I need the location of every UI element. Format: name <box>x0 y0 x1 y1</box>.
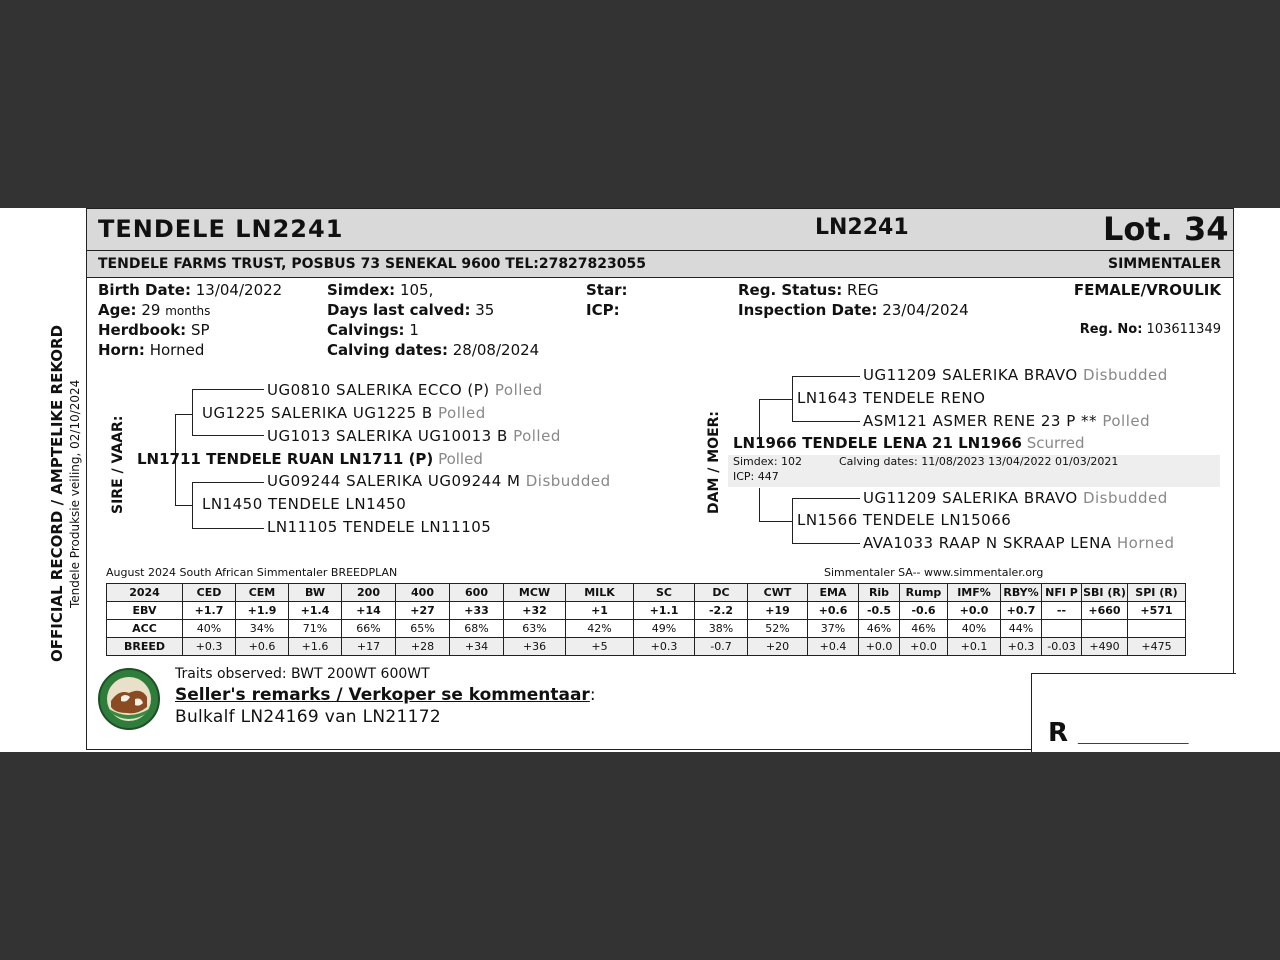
dam-simdex: Simdex: 102 <box>733 455 803 468</box>
breedplan-breed-row <box>107 638 1186 656</box>
breedplan-header-row <box>107 584 1186 602</box>
table-cell: 40% <box>183 620 236 638</box>
table-cell: +0.3 <box>634 638 695 656</box>
days-last-calved: Days last calved: 35 <box>327 301 495 319</box>
table-cell: +14 <box>342 602 396 620</box>
table-cell: +36 <box>504 638 566 656</box>
table-cell <box>1042 620 1082 638</box>
col-header: 200 <box>342 584 396 602</box>
breed-label: SIMMENTALER <box>1108 256 1221 272</box>
table-cell: +1.7 <box>183 602 236 620</box>
row-label: ACC <box>107 620 183 638</box>
table-cell: -2.2 <box>695 602 748 620</box>
star-label: Star: <box>586 281 628 299</box>
col-header: 600 <box>450 584 504 602</box>
row-label: BREED <box>107 638 183 656</box>
currency-letter: R <box>1048 718 1069 748</box>
table-cell: +0.7 <box>1001 602 1042 620</box>
dam-sire-dam: ASM121 ASMER RENE 23 P ** Polled <box>863 412 1151 430</box>
price-line: _________________ <box>1078 730 1189 745</box>
herdbook: Herdbook: SP <box>98 321 210 339</box>
col-header: BW <box>289 584 342 602</box>
title-bar <box>87 209 1233 251</box>
birth-date: Birth Date: 13/04/2022 <box>98 281 283 299</box>
record-sheet <box>0 208 1280 752</box>
col-header: Rib <box>859 584 900 602</box>
table-cell: +1.4 <box>289 602 342 620</box>
col-header: IMF% <box>948 584 1001 602</box>
col-header: EMA <box>808 584 859 602</box>
sire-name: LN1711 TENDELE RUAN LN1711 (P) Polled <box>137 450 483 468</box>
breedplan-ebv-row <box>107 602 1186 620</box>
col-header: CWT <box>748 584 808 602</box>
col-header: SBI (R) <box>1082 584 1128 602</box>
table-cell: +1.6 <box>289 638 342 656</box>
col-header: SPI (R) <box>1128 584 1186 602</box>
seller-remarks-heading: Seller's remarks / Verkoper se kommentaar: <box>175 685 596 705</box>
dam-icp: ICP: 447 <box>733 470 779 483</box>
table-cell: +1.9 <box>236 602 289 620</box>
table-cell: +0.3 <box>183 638 236 656</box>
inspection-date: Inspection Date: 23/04/2024 <box>738 301 969 319</box>
table-cell: 37% <box>808 620 859 638</box>
col-header: MILK <box>566 584 634 602</box>
breedplan-source: Simmentaler SA-- www.simmentaler.org <box>824 566 1044 579</box>
owner-bar <box>87 251 1233 278</box>
reg-status: Reg. Status: REG <box>738 281 879 299</box>
table-cell: +28 <box>396 638 450 656</box>
dam-side-label: DAM / MOER: <box>706 410 722 514</box>
dam-dam-dam: AVA1033 RAAP N SKRAAP LENA Horned <box>863 534 1175 552</box>
table-cell: +571 <box>1128 602 1186 620</box>
col-header: DC <box>695 584 748 602</box>
dam-dam-sire: UG11209 SALERIKA BRAVO Disbudded <box>863 489 1168 507</box>
table-cell: +0.6 <box>236 638 289 656</box>
table-cell: +32 <box>504 602 566 620</box>
table-cell: 65% <box>396 620 450 638</box>
table-cell: +0.1 <box>948 638 1001 656</box>
table-cell: 46% <box>900 620 948 638</box>
table-cell: 49% <box>634 620 695 638</box>
col-header: CEM <box>236 584 289 602</box>
official-record-label: OFFICIAL RECORD / AMPTELIKE REKORD <box>48 324 66 662</box>
col-header: RBY% <box>1001 584 1042 602</box>
sire-dam-dam: LN11105 TENDELE LN11105 <box>267 518 492 536</box>
breedplan-acc-row <box>107 620 1186 638</box>
col-header: MCW <box>504 584 566 602</box>
col-header: SC <box>634 584 695 602</box>
table-cell <box>1082 620 1128 638</box>
table-cell: +33 <box>450 602 504 620</box>
col-header: 400 <box>396 584 450 602</box>
animal-name: TENDELE LN2241 <box>98 215 344 243</box>
dam-calving-dates: Calving dates: 11/08/2023 13/04/2022 01/03/2021 <box>839 455 1119 468</box>
sex: FEMALE/VROULIK <box>1073 281 1221 299</box>
table-cell: +34 <box>450 638 504 656</box>
breedplan-table <box>106 583 1186 656</box>
table-cell: -- <box>1042 602 1082 620</box>
simmentaler-sa-logo-icon <box>97 667 161 731</box>
col-header: NFI P <box>1042 584 1082 602</box>
table-cell: +27 <box>396 602 450 620</box>
table-cell: 40% <box>948 620 1001 638</box>
lot-number: Lot. 34 <box>1103 210 1229 248</box>
table-cell: 42% <box>566 620 634 638</box>
table-cell: -0.7 <box>695 638 748 656</box>
seller-remarks-text: Bulkalf LN24169 van LN21172 <box>175 707 441 727</box>
dam-sire: LN1643 TENDELE RENO <box>797 389 986 407</box>
table-cell: 38% <box>695 620 748 638</box>
table-cell: +0.4 <box>808 638 859 656</box>
sire-sire: UG1225 SALERIKA UG1225 B Polled <box>202 404 486 422</box>
owner-info: TENDELE FARMS TRUST, POSBUS 73 SENEKAL 9600 TEL:27827823055 <box>98 256 646 272</box>
table-cell: +1 <box>566 602 634 620</box>
table-cell: 66% <box>342 620 396 638</box>
price-stamp-box <box>1031 673 1236 752</box>
table-cell: +660 <box>1082 602 1128 620</box>
table-cell: -0.6 <box>900 602 948 620</box>
age: Age: 29 months <box>98 301 211 319</box>
dam-name: LN1966 TENDELE LENA 21 LN1966 Scurred <box>733 434 1085 452</box>
table-cell: 52% <box>748 620 808 638</box>
col-header: Rump <box>900 584 948 602</box>
table-cell: 34% <box>236 620 289 638</box>
table-cell: 71% <box>289 620 342 638</box>
sire-sire-sire: UG0810 SALERIKA ECCO (P) Polled <box>267 381 543 399</box>
table-cell: +475 <box>1128 638 1186 656</box>
lot-card <box>86 208 1234 750</box>
table-cell: +0.0 <box>900 638 948 656</box>
traits-observed: Traits observed: BWT 200WT 600WT <box>175 666 430 682</box>
table-cell: +5 <box>566 638 634 656</box>
table-cell: +20 <box>748 638 808 656</box>
calvings: Calvings: 1 <box>327 321 419 339</box>
sire-side-label: SIRE / VAAR: <box>110 415 126 514</box>
calving-dates: Calving dates: 28/08/2024 <box>327 341 540 359</box>
table-cell: +1.1 <box>634 602 695 620</box>
table-cell <box>1128 620 1186 638</box>
dam-dam: LN1566 TENDELE LN15066 <box>797 511 1012 529</box>
animal-id: LN2241 <box>815 215 909 240</box>
table-cell: 44% <box>1001 620 1042 638</box>
sire-dam: LN1450 TENDELE LN1450 <box>202 495 407 513</box>
row-label: EBV <box>107 602 183 620</box>
table-cell: +0.3 <box>1001 638 1042 656</box>
table-cell: 68% <box>450 620 504 638</box>
table-cell: 63% <box>504 620 566 638</box>
icp-label: ICP: <box>586 301 620 319</box>
breedplan-caption: August 2024 South African Simmentaler BREEDPLAN <box>106 566 398 579</box>
horn: Horn: Horned <box>98 341 205 359</box>
simdex: Simdex: 105, <box>327 281 434 299</box>
table-cell: -0.03 <box>1042 638 1082 656</box>
reg-no: Reg. No: 103611349 <box>1079 322 1221 337</box>
col-header: 2024 <box>107 584 183 602</box>
table-cell: +0.0 <box>859 638 900 656</box>
table-cell: +17 <box>342 638 396 656</box>
sire-dam-sire: UG09244 SALERIKA UG09244 M Disbudded <box>267 472 611 490</box>
table-cell: 46% <box>859 620 900 638</box>
table-cell: +0.0 <box>948 602 1001 620</box>
dam-sire-sire: UG11209 SALERIKA BRAVO Disbudded <box>863 366 1168 384</box>
table-cell: -0.5 <box>859 602 900 620</box>
sire-sire-dam: UG1013 SALERIKA UG10013 B Polled <box>267 427 561 445</box>
table-cell: +19 <box>748 602 808 620</box>
table-cell: +490 <box>1082 638 1128 656</box>
auction-label: Tendele Produksie veiling, 02/10/2024 <box>68 379 82 608</box>
col-header: CED <box>183 584 236 602</box>
table-cell: +0.6 <box>808 602 859 620</box>
